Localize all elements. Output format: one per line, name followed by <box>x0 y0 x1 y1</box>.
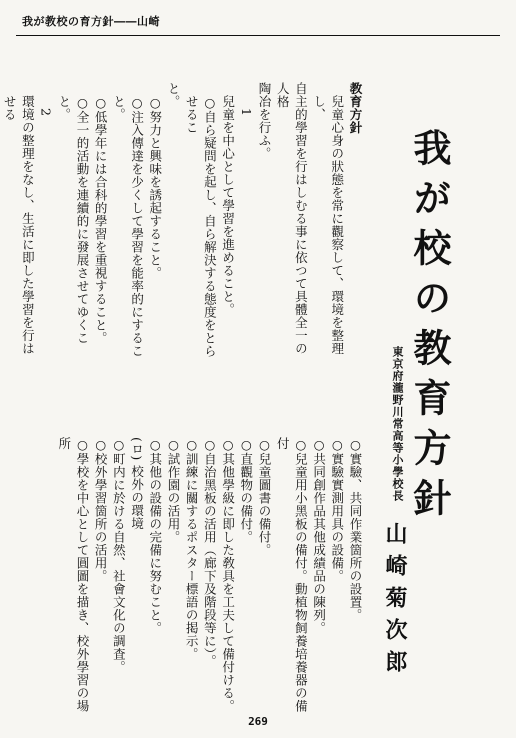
text-line: ○自治黑板の活用（廊下及階段等に）。 <box>202 437 218 668</box>
text-line: 兒童心身の狀態を常に觀察して、環境を整理し、 <box>311 95 345 355</box>
text-line: ○注入傳達を少くして學習を能率的にすること。 <box>111 95 145 358</box>
text-line: ○學校を中心として圓圖を描き、校外學習の場所 <box>56 437 90 713</box>
school-name: 東京府瀧野川常高等小學校長 <box>391 346 404 502</box>
text-line: ○試作園の活用。 <box>165 437 181 544</box>
text-line: 教育方針 <box>348 82 363 134</box>
text-line: ○兒童用小黑板の備付。動植物飼養培養器の備付 <box>275 437 309 713</box>
text-line: ○訓練に關するポスター標語の掲示。 <box>184 437 200 661</box>
text-line: ○自ら疑問を起し、自ら解決する態度をとらせるこ <box>184 95 218 358</box>
text-line: ○其他の設備の完備に努むこと。 <box>147 437 163 635</box>
body-text-lower <box>55 424 364 724</box>
text-line: 1 <box>238 108 254 117</box>
text-line: ○直觀物の備付。 <box>238 437 254 544</box>
text-line: ○努力と興味を誘起すること。 <box>147 95 163 280</box>
text-line: ○校外學習箇所の活用。 <box>93 437 109 583</box>
page-number: 269 <box>248 715 268 728</box>
text-line: ○其他學級に即した敎具を工夫して備付ける。 <box>220 437 236 713</box>
article-title: 我が校の教育方針 <box>407 128 452 528</box>
text-line: と。 <box>165 82 181 108</box>
text-line: ○共同創作品其他成績品の陳列。 <box>311 437 327 635</box>
running-header: 我が教校の育方針――山崎 <box>22 15 160 28</box>
text-line: 自主的學習を行はしむる事に依つて具體全一の人格 <box>275 82 309 355</box>
text-line: ○兒童圖書の備付。 <box>256 437 272 557</box>
text-line: (ロ) 校外の環境 <box>129 437 145 531</box>
header-rule <box>16 35 500 36</box>
text-line: 兒童を中心として學習を進めること。 <box>220 95 236 316</box>
text-line: ○實驗、共同作業箇所の設置。 <box>348 437 363 622</box>
text-line: ○低學年には合科的學習を重視すること。 <box>93 95 109 345</box>
text-line: ○實驗實測用具の設備。 <box>329 437 345 583</box>
text-line: 2 <box>38 108 54 117</box>
text-line: ○全一的活動を連續的に發展させてゆくこと。 <box>56 95 90 345</box>
text-line: 環境の整理をなし、生活に即した學習を行はせる <box>2 95 36 355</box>
text-line: ○町内に於ける自然、社會文化の調査。 <box>111 437 127 674</box>
text-line: 陶冶を行ふ。 <box>256 82 272 160</box>
body-text-upper <box>0 82 364 362</box>
author-name: 山崎菊次郎 <box>382 522 408 682</box>
